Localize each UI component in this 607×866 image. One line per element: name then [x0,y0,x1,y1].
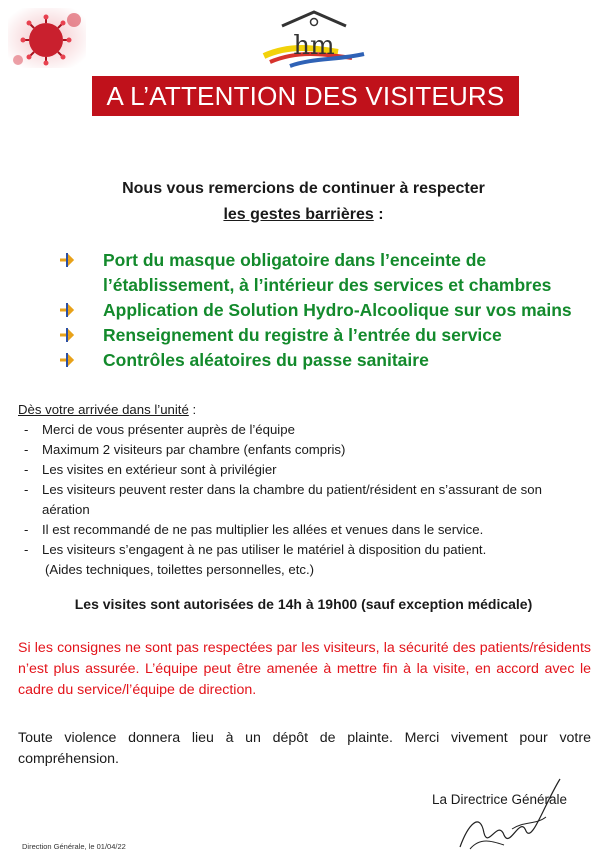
visiting-hours: Les visites sont autorisées de 14h à 19h00 (sauf exception médicale) [74,596,533,612]
page-title: A L’ATTENTION DES VISITEURS [92,76,519,116]
list-item: - Il est recommandé de ne pas multiplier les allées et venues dans le service. [18,520,593,540]
rule-item [58,298,598,323]
rule-item [58,248,598,298]
arrival-heading: Dès votre arrivée dans l’unité [18,402,189,417]
arrow-bullet-icon [58,252,76,268]
hm-house-logo [260,10,368,68]
signer-title: La Directrice Générale [432,792,568,807]
arrow-bullet-icon [58,327,76,343]
rule-text: Renseignement du registre à l’entrée du service [103,325,502,345]
rule-text: Contrôles aléatoires du passe sanitaire [103,350,429,370]
intro-line-2 [0,202,607,228]
footer-date: Direction Générale, le 01/04/22 [22,842,126,851]
list-item: - Merci de vous présenter auprès de l’équipe [18,420,593,440]
coronavirus-image [8,8,86,68]
rule-item [58,348,598,373]
arrow-bullet-icon [58,352,76,368]
arrival-section [18,400,593,580]
list-item: - Les visiteurs peuvent rester dans la chambre du patient/résident en s’assurant de son aération [18,480,593,520]
rule-text: Application de Solution Hydro-Alcoolique sur vos mains [103,300,572,320]
list-item: - Les visiteurs s’engagent à ne pas utiliser le matériel à disposition du patient. [18,540,593,560]
rule-item [58,323,598,348]
violence-notice: Toute violence donnera lieu à un dépôt de plainte. Merci vivement pour votre compréhension. [18,730,591,767]
list-item: - Les visites en extérieur sont à privilégier [18,460,593,480]
barrier-gestures-label: les gestes barrières [223,206,374,223]
intro-line: Nous vous remercions de continuer à respecter [122,180,485,197]
arrival-heading-line [18,400,593,420]
handwritten-signature [440,775,570,855]
arrival-colon: : [188,402,197,417]
warning-text: Si les consignes ne sont pas respectées par les visiteurs, la sécurité des patients/résidents n’est plus assurée. L’équipe peut être amenée à mettre fin à la visite, en accord avec le cadre du service/l’équipe de direction. [18,640,591,698]
barrier-rules-list [58,248,598,373]
arrival-list [18,420,593,560]
arrow-bullet-icon [58,302,76,318]
rule-text: Port du masque obligatoire dans l’enceinte de l’établissement, à l’intérieur des services et chambres [103,250,552,295]
intro-colon: : [373,206,384,223]
intro-text [0,176,607,228]
arrival-note: (Aides techniques, toilettes personnelles, etc.) [45,562,315,577]
list-item: - Maximum 2 visiteurs par chambre (enfants compris) [18,440,593,460]
svg-text:hm: hm [293,31,335,61]
